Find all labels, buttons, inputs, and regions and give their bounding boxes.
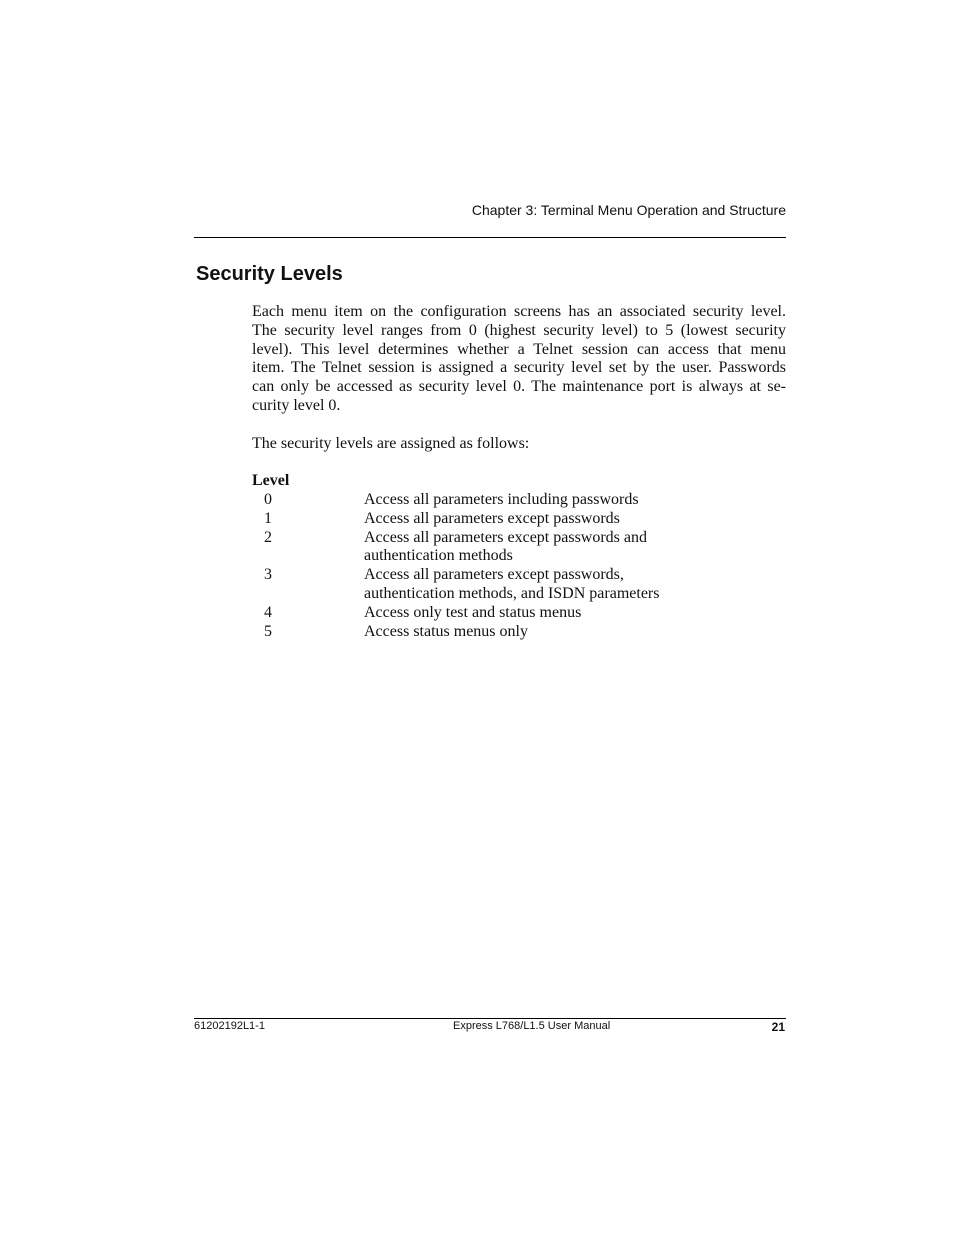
level-number: 1 — [264, 509, 272, 527]
level-description — [364, 510, 786, 529]
level-description-line: authentication methods — [364, 547, 513, 565]
footer-manual-title: Express L768/L1.5 User Manual — [453, 1020, 611, 1032]
level-description-line: Access all parameters except passwords, — [364, 566, 624, 584]
description-paragraph — [252, 303, 786, 416]
level-description — [364, 491, 786, 510]
footer-doc-number: 61202192L1-1 — [194, 1020, 265, 1032]
page-number: 21 — [771, 1020, 785, 1034]
level-description — [364, 623, 786, 642]
level-number: 3 — [264, 566, 272, 584]
level-number: 2 — [264, 528, 272, 546]
level-row — [252, 604, 786, 623]
level-description-line: authentication methods, and ISDN parameters — [364, 584, 660, 602]
paragraph-line: can only be accessed as security level 0. The maintenance port is always at se- — [252, 378, 786, 396]
paragraph-line: Each menu item on the configuration screens has an associated security level. — [252, 303, 786, 320]
header-divider — [194, 237, 786, 238]
level-description — [364, 566, 786, 604]
level-row — [252, 623, 786, 642]
level-description-line: Access all parameters except passwords — [364, 509, 620, 527]
level-row — [252, 529, 786, 567]
level-description — [364, 604, 786, 623]
level-number: 5 — [264, 622, 272, 640]
levels-intro: The security levels are assigned as follows: — [252, 434, 530, 452]
level-description — [364, 529, 786, 567]
section-body — [252, 303, 786, 641]
paragraph-line: The security level ranges from 0 (highest security level) to 5 (lowest security — [252, 321, 786, 339]
footer-divider — [194, 1018, 786, 1019]
paragraph-line: level). This level determines whether a Telnet session can access that menu — [252, 340, 786, 358]
level-description-line: Access only test and status menus — [364, 603, 582, 621]
level-description-line: Access all parameters including passwords — [364, 490, 639, 508]
level-row — [252, 566, 786, 604]
running-header: Chapter 3: Terminal Menu Operation and Structure — [471, 202, 786, 218]
section-title: Security Levels — [196, 263, 343, 285]
level-row — [252, 510, 786, 529]
paragraph-line: curity level 0. — [252, 396, 341, 414]
level-description-line: Access all parameters except passwords and — [364, 528, 647, 546]
level-description-line: Access status menus only — [364, 622, 528, 640]
level-number: 0 — [264, 490, 272, 508]
level-number: 4 — [264, 603, 272, 621]
levels-list — [252, 491, 786, 641]
paragraph-line: item. The Telnet session is assigned a security level set by the user. Passwords — [252, 359, 786, 377]
level-column-heading: Level — [252, 472, 290, 490]
level-row — [252, 491, 786, 510]
